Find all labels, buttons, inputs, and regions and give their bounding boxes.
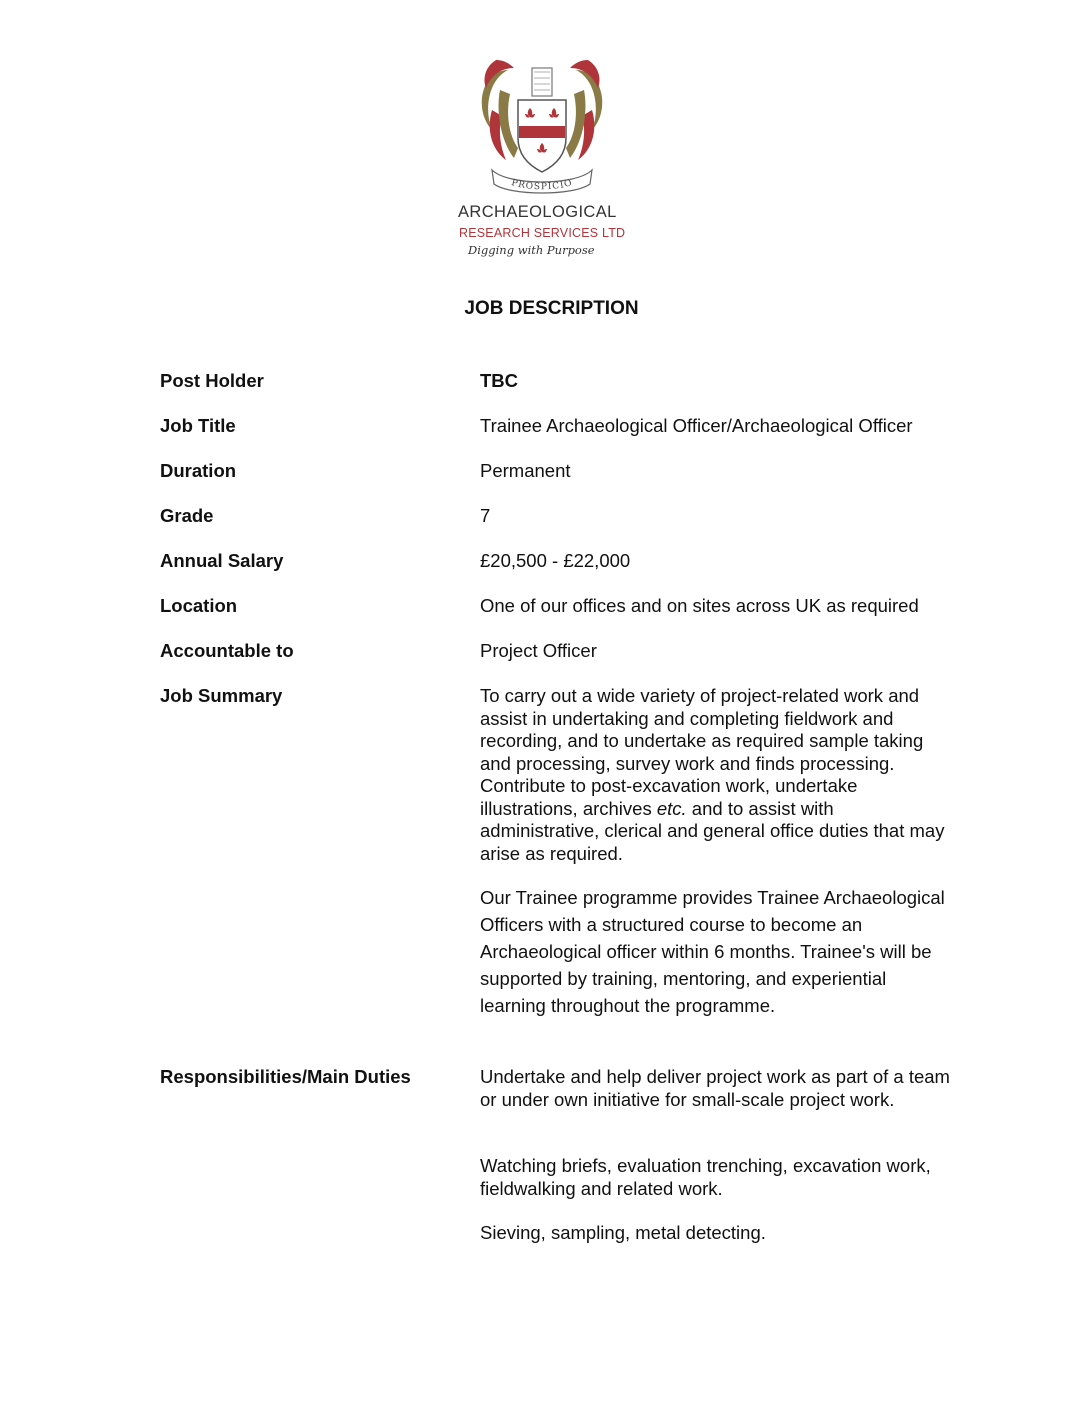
location-label: Location (160, 595, 238, 616)
org-tagline: Digging with Purpose (468, 243, 595, 257)
job-summary-label: Job Summary (160, 685, 283, 706)
responsibility-item: Undertake and help deliver project work as part of a team or under own initiative for small-scale project work. (480, 1066, 950, 1110)
company-logo (452, 50, 632, 264)
responsibilities-label: Responsibilities/Main Duties (160, 1066, 411, 1087)
accountable-to-label: Accountable to (160, 640, 294, 661)
responsibility-item: Watching briefs, evaluation trenching, excavation work, fieldwalking and related work. (480, 1155, 931, 1199)
org-name-line1: ARCHAEOLOGICAL (458, 203, 617, 221)
org-name-line2: RESEARCH SERVICES LTD (459, 226, 626, 240)
grade-label: Grade (160, 505, 214, 526)
job-title-label: Job Title (160, 415, 236, 436)
location-value: One of our offices and on sites across UK as required (480, 595, 919, 616)
duration-label: Duration (160, 460, 237, 481)
job-summary-paragraph-1: To carry out a wide variety of project-related work and assist in undertaking and completing fieldwork and recording, and to undertake as required sample taking and processing, survey work and finds processing. Contribute to post-excavation work, undertake illustrations, archives etc. and to assist with administrative, clerical and general office duties that may arise as required. (480, 685, 945, 864)
post-holder-value: TBC (480, 370, 519, 391)
grade-value: 7 (480, 505, 491, 526)
responsibility-item: Sieving, sampling, metal detecting. (480, 1222, 766, 1243)
job-title-value: Trainee Archaeological Officer/Archaeological Officer (480, 415, 913, 436)
job-summary-paragraph-2: Our Trainee programme provides Trainee Archaeological Officers with a structured course to become an Archaeological officer within 6 months. Trainee's will be supported by training, mentoring, and experiential learning throughout the programme. (480, 887, 945, 1016)
annual-salary-value: £20,500 - £22,000 (480, 550, 631, 571)
document-title: JOB DESCRIPTION (464, 298, 639, 319)
annual-salary-label: Annual Salary (160, 550, 284, 571)
accountable-to-value: Project Officer (480, 640, 597, 661)
coat-of-arms-icon (478, 50, 606, 196)
post-holder-label: Post Holder (160, 370, 264, 391)
duration-value: Permanent (480, 460, 571, 481)
svg-text:PROSPICIO: PROSPICIO (510, 178, 574, 193)
